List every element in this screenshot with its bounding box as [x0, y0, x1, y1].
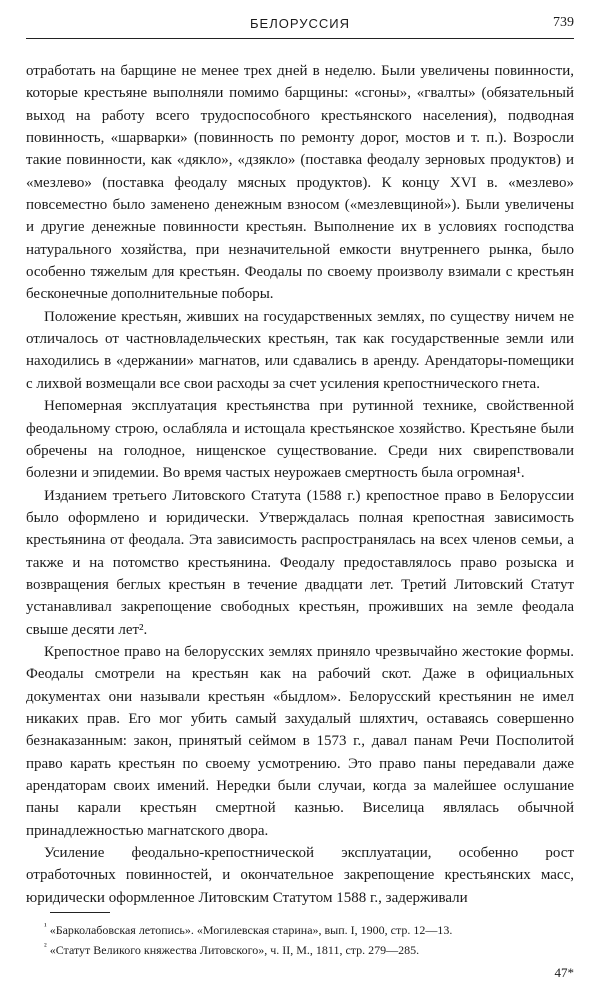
- paragraph: Крепостное право на белорусских землях приняло чрезвычайно жестокие формы. Феодалы смотрели на крестьян как на рабочий скот. Даже в официальных документах они называли крестьян «быдлом». Белорусский крестьянин не имел никаких прав. Его мог убить самый захудалый шляхтич, оставаясь совершенно безнаказанным: закон, принятый сеймом в 1573 г., давал панам Речи Посполитой право карать крестьян по своему усмотрению. Это право паны передавали даже арендаторам своих имений. Нередки были случаи, когда за малейшее ослушание паны карали крестьян смертной казнью. Виселица являлась обычной принадлежностью магнатского двора.: [26, 643, 574, 839]
- header-rule: [26, 38, 574, 39]
- paragraph: Положение крестьян, живших на государственных землях, по существу ничем не отличалось от частновладельческих крестьян, так как государственные земли или находились в «держании» магнатов, или сдавались в аренду. Арендаторы-помещики с лихвой возмещали все свои расходы за счет усиления крепостнического гнета.: [26, 308, 574, 392]
- running-title: БЕЛОРУССИЯ: [250, 16, 350, 31]
- paragraph: Усиление феодально-крепостнической эксплуатации, особенно рост отработочных повинностей, и окончательное закрепощение крестьянских масс, юридически оформленное Литовским Статутом 1588 г., задерживали: [26, 845, 574, 906]
- paragraph: отработать на барщине не менее трех дней в неделю. Были увеличены повинности, которые крестьяне выполняли помимо барщины: «сгоны», «гвалты» (обязательный выход на работу всего трудоспособного крестьянского населения), подводная повинность, «шарварки» (повинность по ремонту дорог, мостов и т. п.). Возросли такие повинности, как «дякло», «дзякло» (поставка феодалу зерновых продуктов) и «мезлево» (поставка феодалу мясных продуктов). К концу XVI в. «мезлево» повсеместно было заменено денежным взносом («мезлевщиной»). Были увеличены и другие денежные повинности крестьян. Выполнение их в условиях господства натурального хозяйства, при незначительной емкости внутреннего рынка, было особенно тяжелым для крестьян. Феодалы по своему произволу взимали с крестьян бесконечные дополнительные поборы.: [26, 63, 574, 303]
- page-number: 739: [553, 15, 574, 30]
- body-text: [26, 60, 574, 909]
- footnote: [26, 940, 574, 960]
- footnote-mark: ¹: [44, 921, 47, 931]
- paragraph: Изданием третьего Литовского Статута (1588 г.) крепостное право в Белоруссии было оформлено и юридически. Утверждалась полная крепостная зависимость крестьянина от феодала. Эта зависимость распространялась на всех членов семьи, а также и на потомство крестьянина. Феодалу предоставлялось право розыска и возвращения беглых крестьян в течение двадцати лет. Третий Литовский Статут устанавливал закрепощение свободных крестьян, проживших на земле феодала свыше десяти лет².: [26, 487, 574, 638]
- paragraph: Непомерная эксплуатация крестьянства при рутинной технике, свойственной феодальному строю, ослабляла и истощала крестьянское хозяйство. Крестьяне были обречены на голодное, нищенское существование. Среди них свирепствовали болезни и эпидемии. Во время частых неурожаев смертность была огромная¹.: [26, 398, 574, 482]
- footnote-mark: ²: [44, 941, 47, 951]
- page-header: [26, 10, 574, 36]
- footnote: [26, 920, 574, 940]
- footnote-rule: [50, 912, 110, 913]
- signature-mark: 47*: [554, 965, 574, 980]
- footnotes: [26, 920, 574, 960]
- footnote-text: «Статут Великого княжества Литовского», ч. II, М., 1811, стр. 279—285.: [49, 943, 420, 957]
- footnote-text: «Барколабовская летопись». «Могилевская старина», вып. I, 1900, стр. 12—13.: [49, 923, 453, 937]
